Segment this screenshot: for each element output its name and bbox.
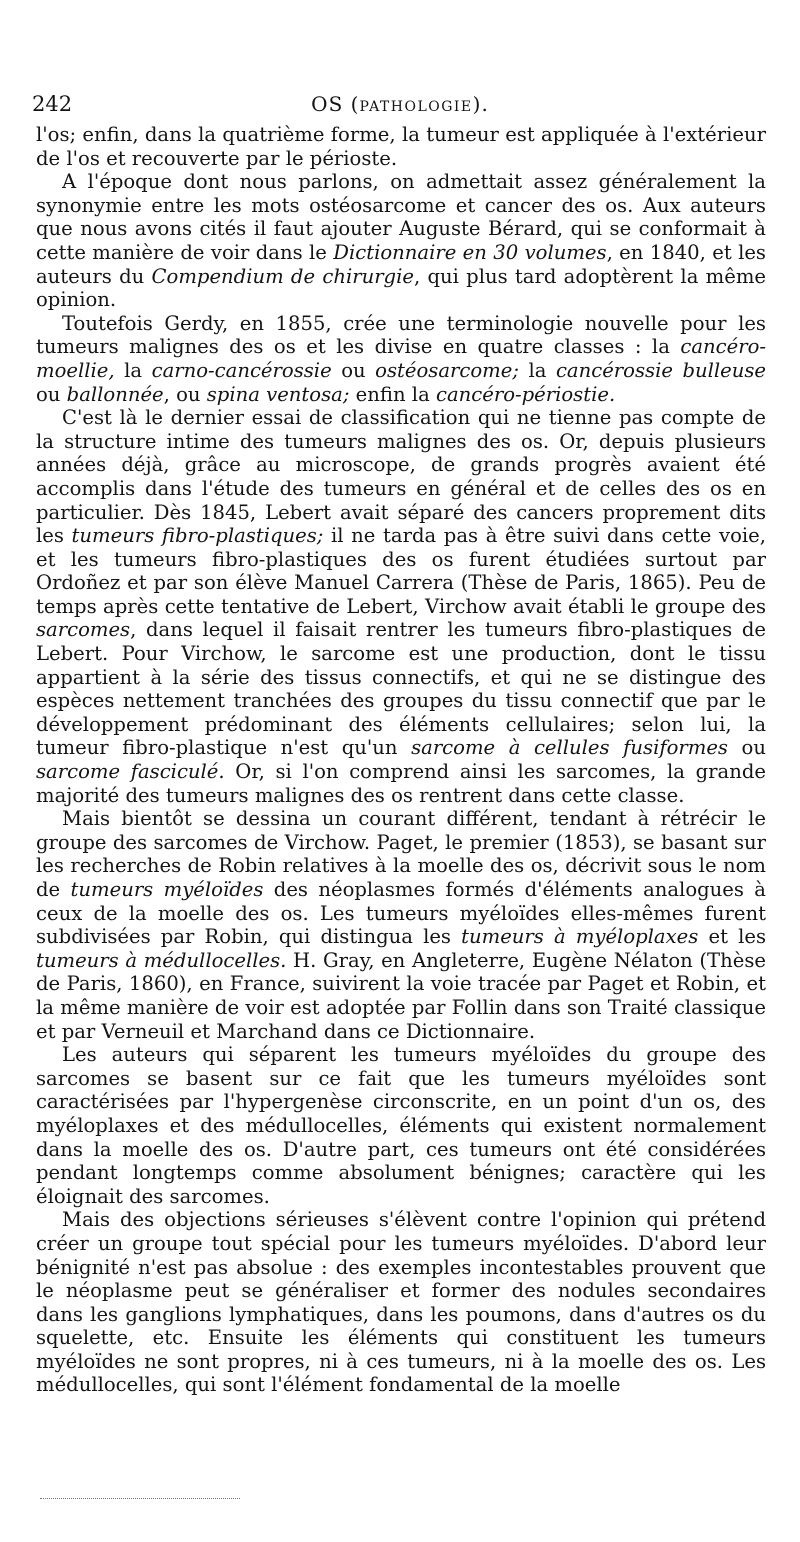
italic-run: sarcomes: [36, 618, 131, 642]
italic-run: tumeurs fibro-plastiques;: [71, 524, 324, 548]
text-run: , en 1840, et les auteurs du: [36, 240, 766, 288]
text-run: C'est là le dernier essai de classification qui ne tienne pas compte de la structure intime des tumeurs malignes des os. Or, depuis plusieurs années déjà, grâce au microscope, de grands progrès avaient été accomplis dans l'étude des tumeurs en général et de celles des os en particulier. Dès 1845, Lebert avait séparé des cancers proprement dits les: [36, 406, 766, 548]
italic-run: Dictionnaire en 30 volumes: [333, 240, 607, 264]
text-run: H. Gray, en Angleterre, Eugène Nélaton (Thèse de Paris, 1860), en France, suivirent la voie tracée par Paget et Robin, et la même manière de voir est adoptée par Follin dans son Traité classique et par Verneuil et Marchand dans ce Dictionnaire.: [36, 948, 766, 1043]
running-header: [30, 92, 770, 120]
text-run: et les: [698, 925, 766, 949]
body-text: [36, 123, 766, 1397]
text-run: Mais des objections sérieuses s'élèvent contre l'opinion qui prétend créer un groupe tout spécial pour les tumeurs myéloïdes. D'abord leur bénignité n'est pas absolue : des exemples incontestables prouvent que le néoplasme peut se généraliser et former des nodules secondaires dans les ganglions lymphatiques, dans les poumons, dans d'autres os du squelette, etc. Ensuite les éléments qui constituent les tumeurs myéloïdes ne sont propres, ni à ces tumeurs, ni à la moelle des os. Les médullocelles, qui sont l'élément fondamental de la moelle: [36, 1208, 766, 1397]
text-run: Or, si l'on comprend ainsi les sarcomes, la grande majorité des tumeurs malignes des os rentrent dans cette classe.: [36, 760, 766, 807]
text-run: , ou: [163, 382, 207, 406]
text-run: enfin la: [349, 382, 436, 406]
text-run: A l'époque dont nous parlons, on admettait assez généralement la synonymie entre les mots ostéosarcome et cancer des os. Aux auteurs que nous avons cités il faut ajouter Auguste Bérard, qui se conformait à cette manière de voir dans le: [36, 170, 766, 264]
text-run: , dans lequel il faisait rentrer les tumeurs fibro-plastiques de Lebert. Pour Virchow, le sarcome est une production, dont le tissu appartient à la série des tissus connectifs, et qui ne se distingue des espèces nettement tranchées des groupes du tissu connectif que par le développement prédominant des éléments cellulaires; selon lui, la tumeur fibro-plastique n'est qu'un: [36, 618, 766, 760]
italic-run: sarcome fasciculé.: [36, 760, 225, 784]
italic-run: carno-cancérossie: [151, 358, 332, 382]
text-run: ou: [727, 736, 766, 760]
italic-run: Compendium de chirurgie: [151, 264, 414, 288]
italic-run: ostéosarcome;: [375, 358, 519, 382]
text-run: la: [114, 358, 152, 382]
text-run: la: [518, 358, 556, 382]
italic-run: cancéro-moellie,: [36, 335, 766, 382]
italic-run: sarcome à cellules fusiformes: [411, 736, 728, 760]
italic-run: cancéro-périostie.: [435, 382, 616, 406]
italic-run: tumeurs myéloïdes: [70, 878, 264, 901]
paragraph: [36, 123, 766, 170]
text-run: Les auteurs qui séparent les tumeurs myéloïdes du groupe des sarcomes se basent sur ce fait que les tumeurs myéloïdes sont caractérisées par l'hypergenèse circonscrite, en un point d'un os, des myéloplaxes et des médullocelles, éléments qui existent normalement dans la moelle des os. D'autre part, ces tumeurs ont été considérées pendant longtemps comme absolument bénignes; caractère qui les éloignait des sarcomes.: [36, 1043, 766, 1208]
text-run: , qui plus tard adoptèrent la même opinion.: [36, 264, 766, 312]
paragraph: [36, 1208, 766, 1397]
italic-run: spina ventosa;: [206, 382, 350, 406]
running-title: [30, 92, 770, 116]
italic-run: cancérossie bulleuse: [555, 358, 767, 382]
text-run: des néoplasmes formés d'éléments analogues à ceux de la moelle des os. Les tumeurs myéloïdes elles-mêmes furent subdivisées par Robin, qui distingua les: [36, 878, 766, 949]
running-title-end: ).: [472, 92, 489, 116]
footer-dotted-rule: [40, 1498, 240, 1499]
text-run: ou: [36, 382, 67, 406]
paragraph: [36, 170, 766, 312]
text-run: il ne tarda pas à être suivi dans cette voie, et les tumeurs fibro-plastiques des os furent étudiées surtout par Ordoñez et par son élève Manuel Carrera (Thèse de Paris, 1865). Peu de temps après cette tentative de Lebert, Virchow avait établi le groupe des: [36, 524, 766, 618]
text-run: l'os; enfin, dans la quatrième forme, la tumeur est appliquée à l'extérieur de l'os et recouverte par le périoste.: [36, 123, 766, 170]
paragraph: [36, 406, 766, 807]
text-run: Mais bientôt se dessina un courant différent, tendant à rétrécir le groupe des sarcomes de Virchow. Paget, le premier (1853), se basant sur les recherches de Robin relatives à la moelle des os, décrivit sous le nom de: [36, 807, 766, 901]
paragraph: [36, 807, 766, 1043]
paragraph: [36, 1043, 766, 1208]
italic-run: ballonnée: [66, 382, 164, 406]
running-title-main: OS (: [311, 92, 360, 116]
text-run: ou: [331, 358, 376, 382]
running-title-smallcaps: PATHOLOGIE: [359, 99, 473, 115]
page-number: 242: [32, 92, 73, 116]
italic-run: tumeurs à myéloplaxes: [461, 925, 699, 949]
italic-run: tumeurs à médullocelles.: [36, 948, 287, 972]
text-run: Toutefois Gerdy, en 1855, crée une terminologie nouvelle pour les tumeurs malignes des os et les divise en quatre classes : la: [36, 311, 766, 359]
paragraph: [36, 312, 766, 406]
